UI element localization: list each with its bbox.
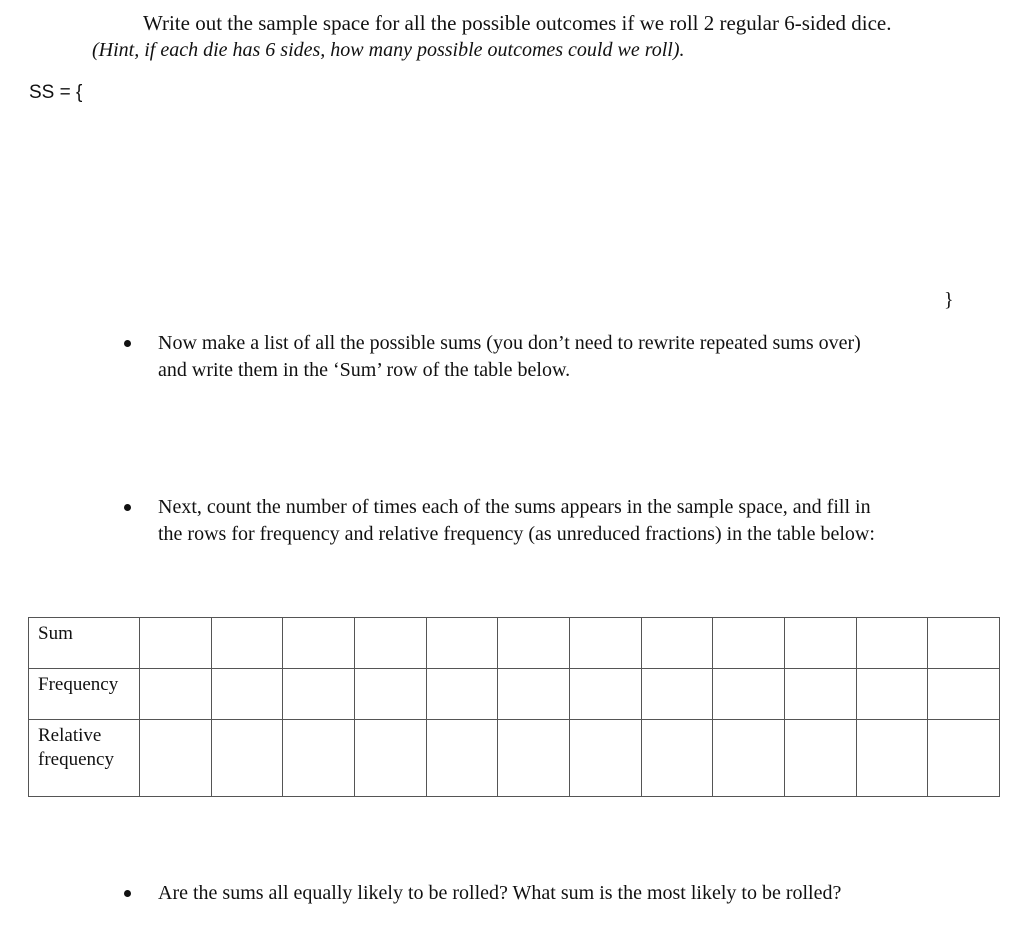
sum-cell[interactable]: [283, 618, 355, 669]
instruction-likelihood-question: [158, 880, 841, 907]
frequency-cell[interactable]: [498, 669, 570, 720]
instruction-line: and write them in the ‘Sum’ row of the table below.: [158, 359, 571, 381]
sample-space-close-brace: }: [944, 289, 954, 311]
relative-frequency-cell[interactable]: [784, 720, 856, 797]
relative-frequency-cell[interactable]: [283, 720, 355, 797]
row-header-line: Relative: [38, 725, 102, 746]
instruction-list-sums: [158, 330, 861, 384]
sum-cell[interactable]: [140, 618, 212, 669]
relative-frequency-cell[interactable]: [856, 720, 928, 797]
relative-frequency-cell[interactable]: [354, 720, 426, 797]
sum-cell[interactable]: [354, 618, 426, 669]
sum-cell[interactable]: [426, 618, 498, 669]
question-title: Write out the sample space for all the possible outcomes if we roll 2 regular 6-sided dice.: [143, 11, 892, 35]
instruction-line: the rows for frequency and relative frequency (as unreduced fractions) in the table below:: [158, 523, 875, 545]
relative-frequency-cell[interactable]: [426, 720, 498, 797]
frequency-cell[interactable]: [856, 669, 928, 720]
sum-cell[interactable]: [641, 618, 713, 669]
table-row-frequency: [29, 669, 1000, 720]
sample-space-label: SS = {: [29, 82, 83, 103]
frequency-cell[interactable]: [784, 669, 856, 720]
bullet-icon: [124, 340, 131, 347]
frequency-cell[interactable]: [211, 669, 283, 720]
row-header-sum: Sum: [29, 618, 140, 669]
table-row-sum: [29, 618, 1000, 669]
frequency-cell[interactable]: [641, 669, 713, 720]
row-header-line: frequency: [38, 749, 114, 770]
relative-frequency-cell[interactable]: [641, 720, 713, 797]
relative-frequency-cell[interactable]: [140, 720, 212, 797]
sum-cell[interactable]: [569, 618, 641, 669]
sum-cell[interactable]: [784, 618, 856, 669]
frequency-cell[interactable]: [928, 669, 1000, 720]
frequency-cell[interactable]: [569, 669, 641, 720]
sum-cell[interactable]: [856, 618, 928, 669]
frequency-table: [28, 617, 1000, 797]
frequency-cell[interactable]: [283, 669, 355, 720]
sum-cell[interactable]: [713, 618, 785, 669]
frequency-cell[interactable]: [713, 669, 785, 720]
frequency-cell[interactable]: [426, 669, 498, 720]
row-header-relative-frequency: [29, 720, 140, 797]
relative-frequency-cell[interactable]: [569, 720, 641, 797]
instruction-line: Are the sums all equally likely to be rolled? What sum is the most likely to be rolled?: [158, 882, 842, 904]
sum-cell[interactable]: [498, 618, 570, 669]
instruction-count-frequency: [158, 494, 875, 548]
relative-frequency-cell[interactable]: [713, 720, 785, 797]
sum-cell[interactable]: [928, 618, 1000, 669]
table-row-relative-frequency: [29, 720, 1000, 797]
relative-frequency-cell[interactable]: [498, 720, 570, 797]
frequency-cell[interactable]: [140, 669, 212, 720]
sum-cell[interactable]: [211, 618, 283, 669]
instruction-line: Next, count the number of times each of the sums appears in the sample space, and fill in: [158, 496, 871, 518]
frequency-cell[interactable]: [354, 669, 426, 720]
relative-frequency-cell[interactable]: [211, 720, 283, 797]
question-hint: (Hint, if each die has 6 sides, how many possible outcomes could we roll).: [92, 39, 685, 61]
bullet-icon: [124, 890, 131, 897]
relative-frequency-cell[interactable]: [928, 720, 1000, 797]
bullet-icon: [124, 504, 131, 511]
row-header-frequency: Frequency: [29, 669, 140, 720]
instruction-line: Now make a list of all the possible sums (you don’t need to rewrite repeated sums over): [158, 332, 861, 354]
